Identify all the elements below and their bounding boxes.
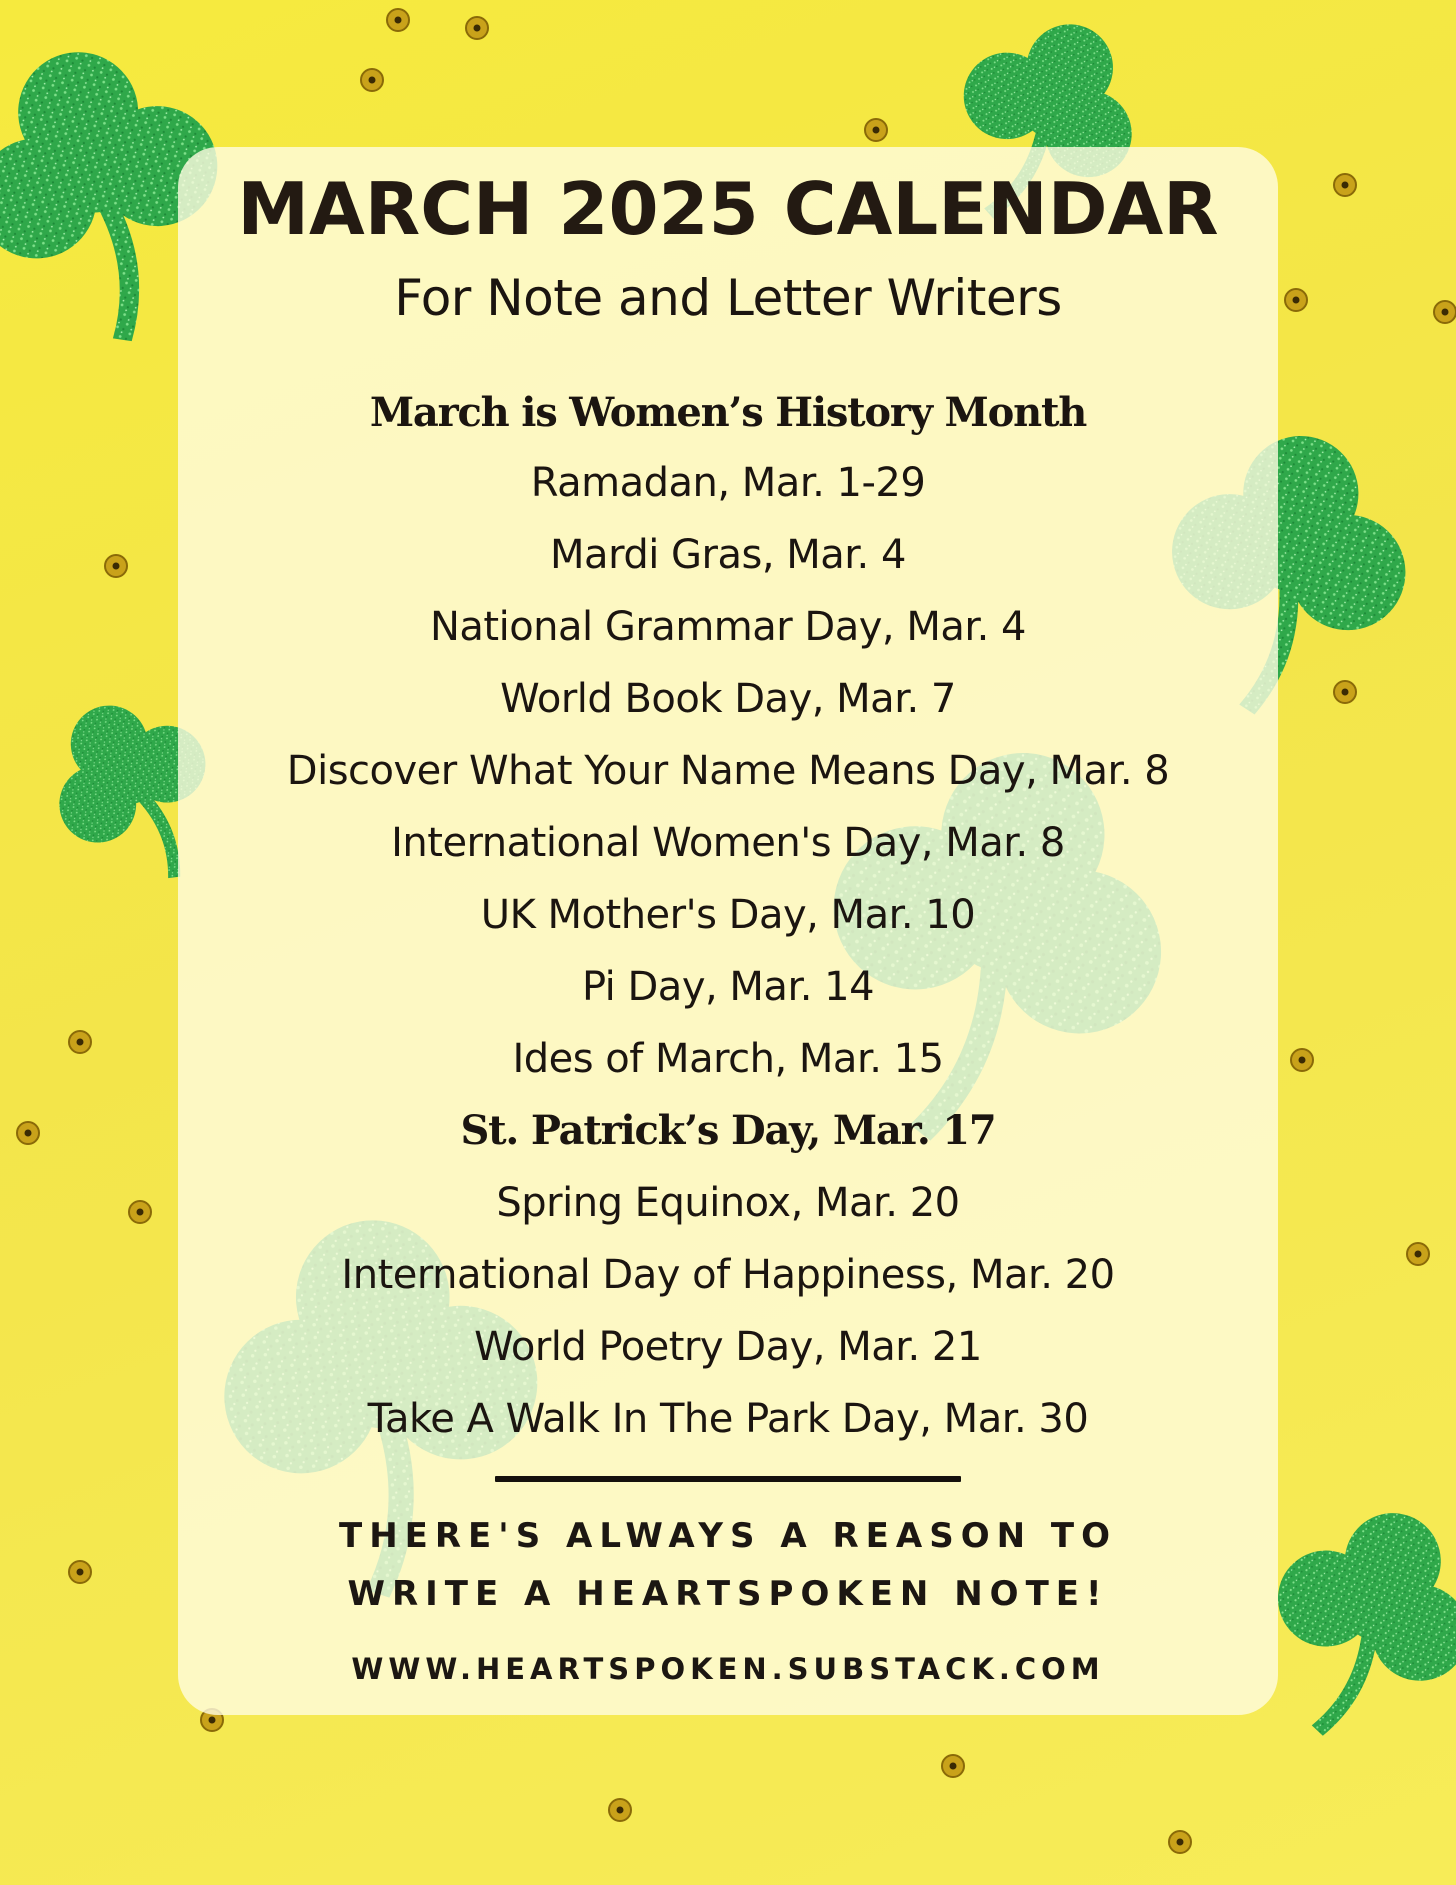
list-item: St. Patrick’s Day, Mar. 17: [460, 1107, 996, 1154]
tagline-line-2: WRITE A HEARTSPOKEN NOTE!: [347, 1574, 1109, 1614]
list-item: Ides of March, Mar. 15: [512, 1036, 944, 1082]
list-item: National Grammar Day, Mar. 4: [429, 604, 1027, 650]
list-item: UK Mother's Day, Mar. 10: [480, 892, 976, 938]
calendar-card: [178, 147, 1278, 1715]
list-item: Pi Day, Mar. 14: [581, 964, 875, 1010]
divider: [495, 1476, 961, 1482]
list-item: Mardi Gras, Mar. 4: [550, 532, 906, 578]
list-item: Ramadan, Mar. 1-29: [530, 460, 926, 506]
website-link[interactable]: WWW.HEARTSPOKEN.SUBSTACK.COM: [351, 1652, 1105, 1686]
list-item: International Day of Happiness, Mar. 20: [341, 1252, 1115, 1298]
list-item: International Women's Day, Mar. 8: [391, 820, 1065, 866]
list-item: Spring Equinox, Mar. 20: [496, 1180, 960, 1226]
list-item: Take A Walk In The Park Day, Mar. 30: [367, 1396, 1089, 1442]
list-item: World Poetry Day, Mar. 21: [474, 1324, 982, 1370]
list-item: World Book Day, Mar. 7: [500, 676, 956, 722]
list-item: March is Women’s History Month: [369, 389, 1087, 436]
page-title: MARCH 2025 CALENDAR: [237, 167, 1219, 251]
tagline-line-1: THERE'S ALWAYS A REASON TO: [339, 1516, 1117, 1556]
list-item: Discover What Your Name Means Day, Mar. 8: [286, 748, 1170, 794]
page-subtitle: For Note and Letter Writers: [394, 269, 1062, 327]
